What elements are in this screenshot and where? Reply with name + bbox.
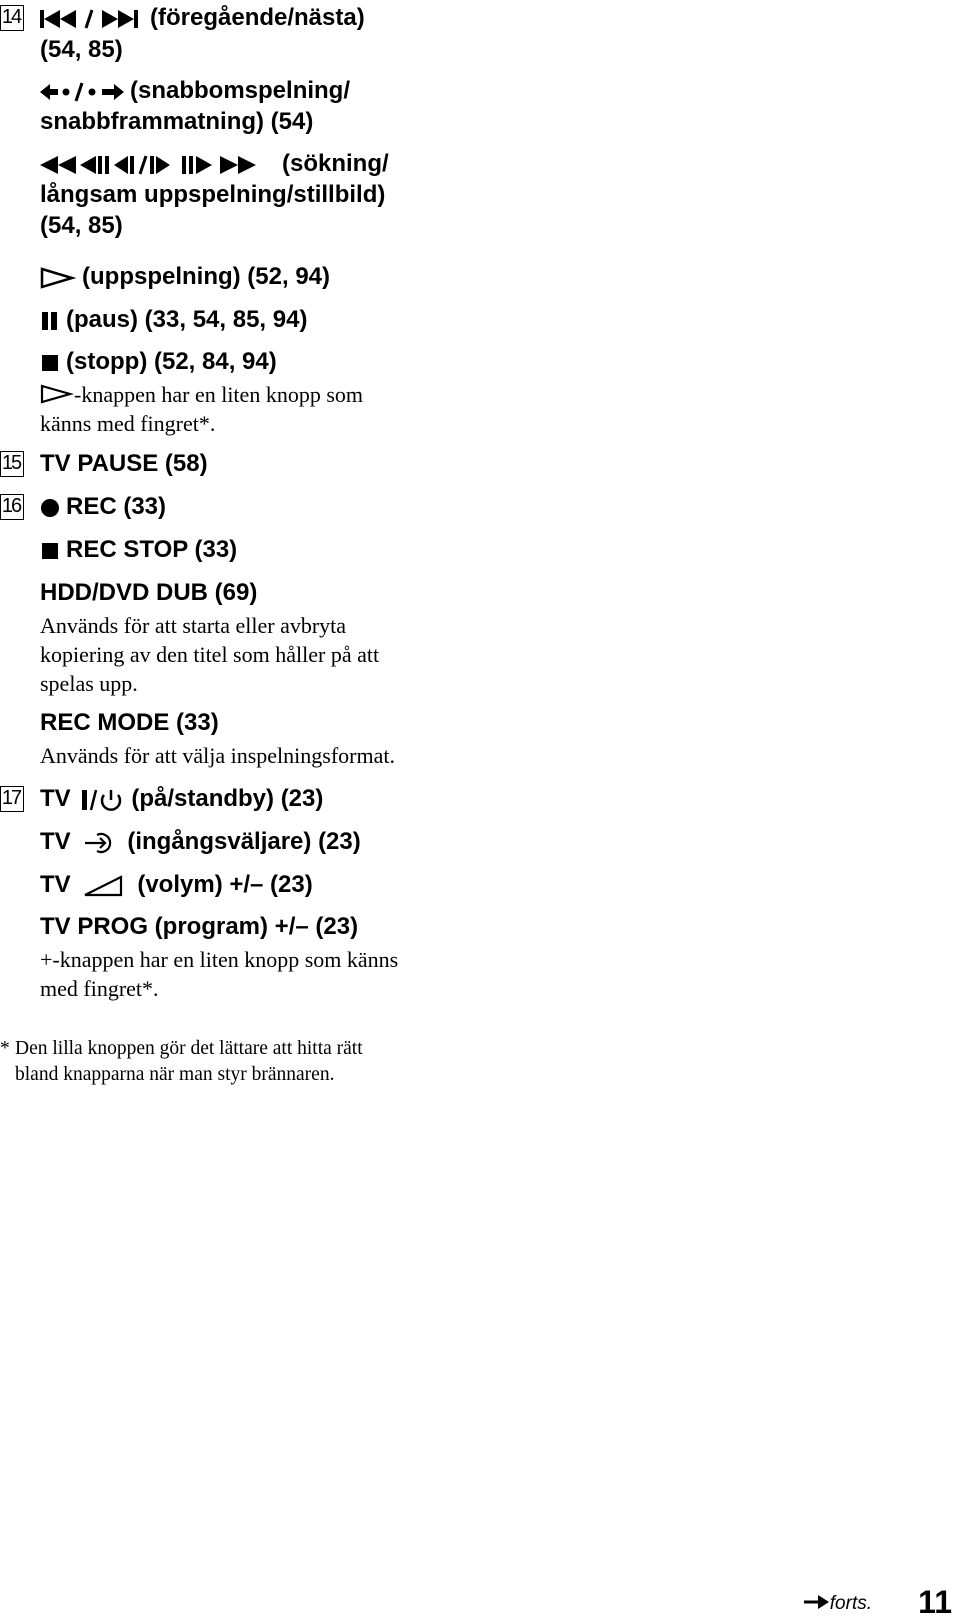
tv-pause-heading: TV PAUSE (58): [40, 450, 208, 477]
replay-advance-icon: [40, 81, 124, 103]
search-slow-label: (sökning/: [282, 150, 389, 177]
pause-icon: [40, 310, 60, 332]
footnote-line-1: Den lilla knoppen gör det lättare att hitta rätt: [15, 1038, 363, 1059]
prog-note-2: med fingret*.: [40, 976, 159, 1001]
tv-volume-heading: [40, 869, 313, 900]
search-slow-cont-1: långsam uppspelning/stillbild): [40, 181, 386, 208]
prev-next-heading: [40, 2, 365, 33]
stop-icon: [40, 540, 60, 562]
play-label: (uppspelning) (52, 94): [82, 263, 331, 290]
tv-input-heading: [40, 826, 361, 857]
pause-heading: [40, 304, 307, 335]
stop-heading: [40, 346, 277, 377]
search-slow-icon: [40, 154, 276, 176]
dub-heading: HDD/DVD DUB (69): [40, 579, 258, 606]
replay-advance-heading: [40, 75, 350, 106]
rec-mode-desc: Används för att välja inspelningsformat.: [40, 743, 395, 768]
continued-label: forts.: [829, 1593, 872, 1614]
tv-prog-heading: TV PROG (program) +/– (23): [40, 913, 359, 940]
item-number-14: 14: [0, 5, 24, 31]
prev-next-label: (föregående/nästa): [150, 4, 365, 31]
tv-prefix: TV: [40, 871, 71, 898]
prev-next-pages: (54, 85): [40, 36, 123, 63]
item-number-15: 15: [0, 451, 24, 477]
rec-mode-heading: REC MODE (33): [40, 709, 219, 736]
play-icon: [40, 384, 74, 404]
footnote-star: *: [0, 1038, 10, 1059]
replay-advance-label: (snabbomspelning/: [130, 77, 351, 104]
volume-icon: [81, 874, 131, 898]
footnote-line-2: bland knapparna när man styr brännaren.: [15, 1064, 335, 1085]
continued-marker: [804, 1592, 872, 1616]
tv-power-label: (på/standby) (23): [131, 785, 324, 812]
tv-prefix: TV: [40, 828, 71, 855]
pause-label: (paus) (33, 54, 85, 94): [66, 306, 308, 333]
prog-note-1: +-knappen har en liten knopp som känns: [40, 947, 399, 972]
tv-volume-label: (volym) +/– (23): [137, 871, 313, 898]
tv-input-label: (ingångsväljare) (23): [127, 828, 361, 855]
play-note-text: -knappen har en liten knopp som: [74, 382, 363, 407]
prev-next-icon: [40, 8, 144, 30]
dub-desc-1: Används för att starta eller avbryta: [40, 613, 347, 638]
rec-label: REC (33): [66, 493, 167, 520]
stop-icon: [40, 352, 60, 374]
search-slow-cont-2: (54, 85): [40, 212, 123, 239]
dub-desc-2: kopiering av den titel som håller på att: [40, 642, 380, 667]
page-number: 11: [918, 1584, 952, 1620]
input-select-icon: [81, 831, 121, 855]
arrow-right-icon: [804, 1593, 830, 1611]
item-number-17: 17: [0, 786, 24, 812]
play-note-line-1: [40, 380, 363, 409]
record-dot-icon: [40, 497, 60, 519]
item-number-16: 16: [0, 494, 24, 520]
rec-heading: [40, 491, 166, 522]
stop-label: (stopp) (52, 84, 94): [66, 348, 277, 375]
dub-desc-3: spelas upp.: [40, 671, 138, 696]
rec-stop-label: REC STOP (33): [66, 536, 238, 563]
tv-prefix: TV: [40, 785, 71, 812]
tv-power-heading: [40, 783, 323, 814]
power-standby-icon: [79, 788, 125, 812]
play-heading: [40, 261, 330, 292]
play-icon: [40, 267, 76, 289]
replay-advance-cont: snabbframmatning) (54): [40, 108, 314, 135]
play-note-line-2: känns med fingret*.: [40, 411, 216, 436]
rec-stop-heading: [40, 534, 237, 565]
search-slow-heading: [40, 148, 389, 179]
